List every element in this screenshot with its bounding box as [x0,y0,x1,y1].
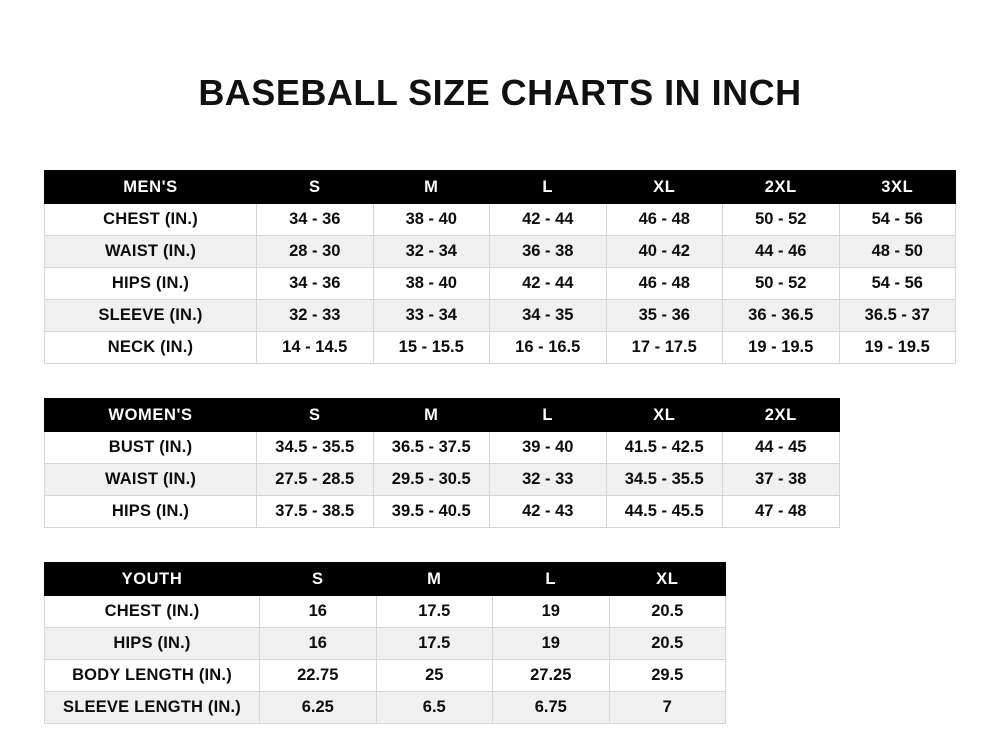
row-label: SLEEVE (IN.) [45,300,257,332]
row-label: NECK (IN.) [45,332,257,364]
table-cell: 39.5 - 40.5 [373,496,490,528]
column-header: 2XL [723,399,840,432]
table-cell: 19 - 19.5 [723,332,840,364]
table-cell: 35 - 36 [606,300,723,332]
column-header: 2XL [723,171,840,204]
table-cell: 32 - 34 [373,236,490,268]
table-cell: 40 - 42 [606,236,723,268]
row-label: HIPS (IN.) [45,496,257,528]
column-header: S [260,563,377,596]
womens-size-table [44,398,840,528]
table-row [45,596,726,628]
row-label: BUST (IN.) [45,432,257,464]
table-cell: 34 - 36 [257,204,374,236]
table-cell: 38 - 40 [373,204,490,236]
table-cell: 6.75 [493,692,610,724]
row-label: SLEEVE LENGTH (IN.) [45,692,260,724]
table-row [45,432,840,464]
row-label: CHEST (IN.) [45,204,257,236]
table-row [45,268,956,300]
table-cell: 32 - 33 [257,300,374,332]
size-tables-container [0,170,1000,724]
table-cell: 42 - 44 [490,268,607,300]
table-cell: 22.75 [260,660,377,692]
table-cell: 36 - 38 [490,236,607,268]
table-cell: 16 - 16.5 [490,332,607,364]
table-cell: 38 - 40 [373,268,490,300]
table-cell: 34 - 35 [490,300,607,332]
page-title: BASEBALL SIZE CHARTS IN INCH [198,72,802,113]
table-cell: 20.5 [609,596,726,628]
column-header: 3XL [839,171,956,204]
column-header: L [493,563,610,596]
table-cell: 33 - 34 [373,300,490,332]
table-row [45,660,726,692]
table-row [45,204,956,236]
column-header: M [373,171,490,204]
youth-size-table [44,562,726,724]
column-header: L [490,171,607,204]
table-row [45,496,840,528]
table-cell: 17 - 17.5 [606,332,723,364]
table-cell: 36.5 - 37 [839,300,956,332]
table-cell: 34.5 - 35.5 [606,464,723,496]
column-header: XL [609,563,726,596]
table-cell: 16 [260,628,377,660]
table-cell: 54 - 56 [839,268,956,300]
table-cell: 17.5 [376,596,493,628]
mens-size-table [44,170,956,364]
table-cell: 17.5 [376,628,493,660]
table-cell: 19 - 19.5 [839,332,956,364]
table-row [45,300,956,332]
table-cell: 27.25 [493,660,610,692]
table-row [45,464,840,496]
table-header-row [45,399,840,432]
table-cell: 14 - 14.5 [257,332,374,364]
table-cell: 37 - 38 [723,464,840,496]
table-header-row [45,563,726,596]
table-cell: 44.5 - 45.5 [606,496,723,528]
table-cell: 32 - 33 [490,464,607,496]
table-cell: 16 [260,596,377,628]
table-row [45,692,726,724]
row-label: WAIST (IN.) [45,464,257,496]
table-cell: 46 - 48 [606,268,723,300]
table-row [45,236,956,268]
table-cell: 19 [493,628,610,660]
table-cell: 48 - 50 [839,236,956,268]
table-cell: 50 - 52 [723,204,840,236]
table-cell: 36.5 - 37.5 [373,432,490,464]
table-cell: 34.5 - 35.5 [257,432,374,464]
row-label: HIPS (IN.) [45,268,257,300]
column-header: XL [606,171,723,204]
table-cell: 34 - 36 [257,268,374,300]
table-cell: 28 - 30 [257,236,374,268]
table-cell: 29.5 - 30.5 [373,464,490,496]
table-cell: 50 - 52 [723,268,840,300]
table-cell: 42 - 43 [490,496,607,528]
row-label: HIPS (IN.) [45,628,260,660]
column-header: YOUTH [45,563,260,596]
table-cell: 46 - 48 [606,204,723,236]
table-cell: 29.5 [609,660,726,692]
row-label: CHEST (IN.) [45,596,260,628]
column-header: M [376,563,493,596]
column-header: S [257,171,374,204]
table-cell: 27.5 - 28.5 [257,464,374,496]
table-cell: 6.25 [260,692,377,724]
table-cell: 44 - 46 [723,236,840,268]
table-cell: 41.5 - 42.5 [606,432,723,464]
table-cell: 37.5 - 38.5 [257,496,374,528]
row-label: BODY LENGTH (IN.) [45,660,260,692]
table-cell: 15 - 15.5 [373,332,490,364]
column-header: L [490,399,607,432]
row-label: WAIST (IN.) [45,236,257,268]
table-row [45,628,726,660]
table-cell: 44 - 45 [723,432,840,464]
column-header: M [373,399,490,432]
table-cell: 54 - 56 [839,204,956,236]
table-row [45,332,956,364]
table-cell: 39 - 40 [490,432,607,464]
table-cell: 6.5 [376,692,493,724]
column-header: MEN'S [45,171,257,204]
table-cell: 7 [609,692,726,724]
table-cell: 19 [493,596,610,628]
table-cell: 42 - 44 [490,204,607,236]
table-cell: 47 - 48 [723,496,840,528]
column-header: WOMEN'S [45,399,257,432]
column-header: S [257,399,374,432]
table-cell: 25 [376,660,493,692]
table-header-row [45,171,956,204]
table-cell: 36 - 36.5 [723,300,840,332]
column-header: XL [606,399,723,432]
table-cell: 20.5 [609,628,726,660]
